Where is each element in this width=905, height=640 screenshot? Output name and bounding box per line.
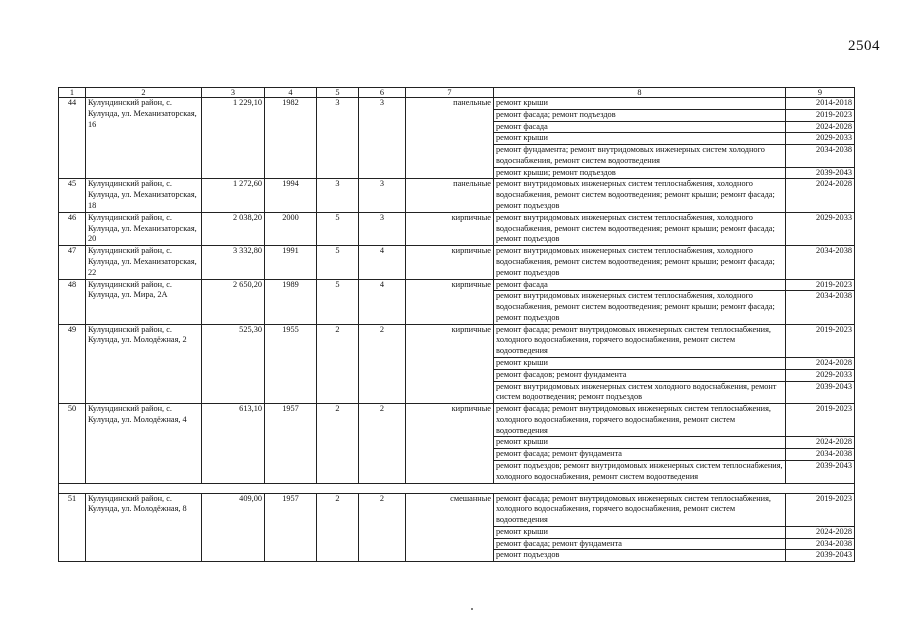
object-wall-material: кирпичные [406,324,494,403]
repair-work: ремонт фасада; ремонт внутридомовых инженерных систем теплоснабжения, холодного водоснабжения, горячего водоснабжения, ремонт систем водоотведения [494,404,786,437]
object-number: 50 [59,404,86,483]
object-wall-material: панельные [406,179,494,212]
repair-period: 2034-2038 [786,145,855,168]
repair-work: ремонт фасада; ремонт фундамента [494,449,786,461]
repair-period: 2024-2028 [786,121,855,133]
column-header: 1 [59,88,86,98]
column-header: 3 [202,88,265,98]
object-year: 1957 [265,404,317,483]
object-wall-material: кирпичные [406,212,494,245]
object-floors: 5 [317,279,359,324]
object-number: 46 [59,212,86,245]
table-row [59,246,855,279]
table-row [59,493,855,526]
column-header: 6 [359,88,406,98]
repair-work: ремонт внутридомовых инженерных систем теплоснабжения, холодного водоснабжения, ремонт систем водоотведения; ремонт крыши; ремонт фасада; ремонт подъездов [494,212,786,245]
repair-work: ремонт внутридомовых инженерных систем холодного водоснабжения, ремонт систем водоотведения; ремонт подъездов [494,381,786,404]
table-row [59,404,855,437]
scan-dot [471,608,473,610]
repair-period: 2029-2033 [786,212,855,245]
object-address: Кулундинский район, с. Кулунда, ул. Механизаторская, 18 [86,179,202,212]
repair-work: ремонт внутридомовых инженерных систем теплоснабжения, холодного водоснабжения, ремонт систем водоотведения; ремонт крыши; ремонт фасада; ремонт подъездов [494,291,786,324]
spacer-row [59,483,855,493]
object-wall-material: смешанные [406,493,494,562]
object-number: 51 [59,493,86,562]
object-entrances: 4 [359,246,406,279]
repair-work: ремонт подъездов; ремонт внутридомовых инженерных систем теплоснабжения, холодного водоснабжения, ремонт систем водоотведения [494,461,786,484]
object-wall-material: кирпичные [406,246,494,279]
object-wall-material: панельные [406,98,494,179]
object-entrances: 2 [359,324,406,403]
page-number: 2504 [848,38,880,54]
repair-work: ремонт крыши; ремонт подъездов [494,167,786,179]
object-entrances: 3 [359,98,406,179]
object-year: 2000 [265,212,317,245]
repair-work: ремонт фасада; ремонт подъездов [494,109,786,121]
repair-period: 2024-2028 [786,526,855,538]
column-header: 5 [317,88,359,98]
object-entrances: 2 [359,493,406,562]
object-floors: 5 [317,212,359,245]
column-header-row [59,88,855,98]
column-header: 2 [86,88,202,98]
object-area: 525,30 [202,324,265,403]
object-floors: 5 [317,246,359,279]
object-entrances: 3 [359,179,406,212]
object-address: Кулундинский район, с. Кулунда, ул. Молодёжная, 8 [86,493,202,562]
repair-period: 2019-2023 [786,404,855,437]
repair-period: 2034-2038 [786,291,855,324]
object-year: 1955 [265,324,317,403]
object-floors: 3 [317,179,359,212]
object-area: 2 038,20 [202,212,265,245]
repair-work: ремонт фасада; ремонт внутридомовых инженерных систем теплоснабжения, холодного водоснабжения, горячего водоснабжения, ремонт систем водоотведения [494,324,786,357]
repair-work: ремонт фасада [494,121,786,133]
object-year: 1982 [265,98,317,179]
table-row [59,179,855,212]
object-floors: 2 [317,493,359,562]
object-entrances: 4 [359,279,406,324]
object-year: 1989 [265,279,317,324]
column-header: 8 [494,88,786,98]
object-year: 1957 [265,493,317,562]
repair-work: ремонт фундамента; ремонт внутридомовых инженерных систем холодного водоснабжения, ремонт систем водоотведения [494,145,786,168]
repair-period: 2034-2038 [786,538,855,550]
repair-work: ремонт крыши [494,357,786,369]
object-number: 47 [59,246,86,279]
object-floors: 2 [317,324,359,403]
object-wall-material: кирпичные [406,404,494,483]
object-number: 49 [59,324,86,403]
object-entrances: 2 [359,404,406,483]
table-row [59,212,855,245]
object-area: 1 272,60 [202,179,265,212]
repair-work: ремонт внутридомовых инженерных систем теплоснабжения, холодного водоснабжения, ремонт систем водоотведения; ремонт крыши; ремонт фасада; ремонт подъездов [494,246,786,279]
object-address: Кулундинский район, с. Кулунда, ул. Мира, 2А [86,279,202,324]
object-number: 48 [59,279,86,324]
repair-period: 2039-2043 [786,461,855,484]
repair-work: ремонт внутридомовых инженерных систем теплоснабжения, холодного водоснабжения, ремонт систем водоотведения; ремонт крыши; ремонт фасада; ремонт подъездов [494,179,786,212]
repair-work: ремонт крыши [494,133,786,145]
repair-period: 2014-2018 [786,98,855,110]
repair-period: 2039-2043 [786,167,855,179]
table-body [59,88,855,562]
table-row [59,279,855,291]
repair-work: ремонт фасада; ремонт фундамента [494,538,786,550]
repair-period: 2039-2043 [786,381,855,404]
repair-work: ремонт фасадов; ремонт фундамента [494,369,786,381]
object-address: Кулундинский район, с. Кулунда, ул. Механизаторская, 22 [86,246,202,279]
repair-period: 2039-2043 [786,550,855,562]
object-number: 45 [59,179,86,212]
repair-work: ремонт крыши [494,437,786,449]
object-address: Кулундинский район, с. Кулунда, ул. Механизаторская, 20 [86,212,202,245]
repair-work: ремонт фасада [494,279,786,291]
repair-work: ремонт фасада; ремонт внутридомовых инженерных систем теплоснабжения, холодного водоснабжения, горячего водоснабжения, ремонт систем водоотведения [494,493,786,526]
table-row [59,98,855,110]
object-address: Кулундинский район, с. Кулунда, ул. Молодёжная, 2 [86,324,202,403]
table-row [59,324,855,357]
spacer-cell [59,483,855,493]
object-area: 613,10 [202,404,265,483]
column-header: 4 [265,88,317,98]
object-entrances: 3 [359,212,406,245]
repair-period: 2024-2028 [786,179,855,212]
repair-work: ремонт подъездов [494,550,786,562]
capital-repair-table [58,87,855,562]
object-year: 1994 [265,179,317,212]
object-floors: 2 [317,404,359,483]
object-area: 3 332,80 [202,246,265,279]
object-area: 2 650,20 [202,279,265,324]
repair-work: ремонт крыши [494,98,786,110]
object-floors: 3 [317,98,359,179]
object-area: 409,00 [202,493,265,562]
object-year: 1991 [265,246,317,279]
repair-period: 2034-2038 [786,246,855,279]
object-address: Кулундинский район, с. Кулунда, ул. Механизаторская, 16 [86,98,202,179]
repair-period: 2024-2028 [786,437,855,449]
column-header: 7 [406,88,494,98]
repair-period: 2029-2033 [786,369,855,381]
repair-period: 2019-2023 [786,324,855,357]
repair-period: 2029-2033 [786,133,855,145]
object-address: Кулундинский район, с. Кулунда, ул. Молодёжная, 4 [86,404,202,483]
repair-work: ремонт крыши [494,526,786,538]
repair-period: 2024-2028 [786,357,855,369]
repair-period: 2019-2023 [786,109,855,121]
repair-period: 2034-2038 [786,449,855,461]
object-wall-material: кирпичные [406,279,494,324]
repair-period: 2019-2023 [786,493,855,526]
repair-period: 2019-2023 [786,279,855,291]
object-number: 44 [59,98,86,179]
column-header: 9 [786,88,855,98]
object-area: 1 229,10 [202,98,265,179]
